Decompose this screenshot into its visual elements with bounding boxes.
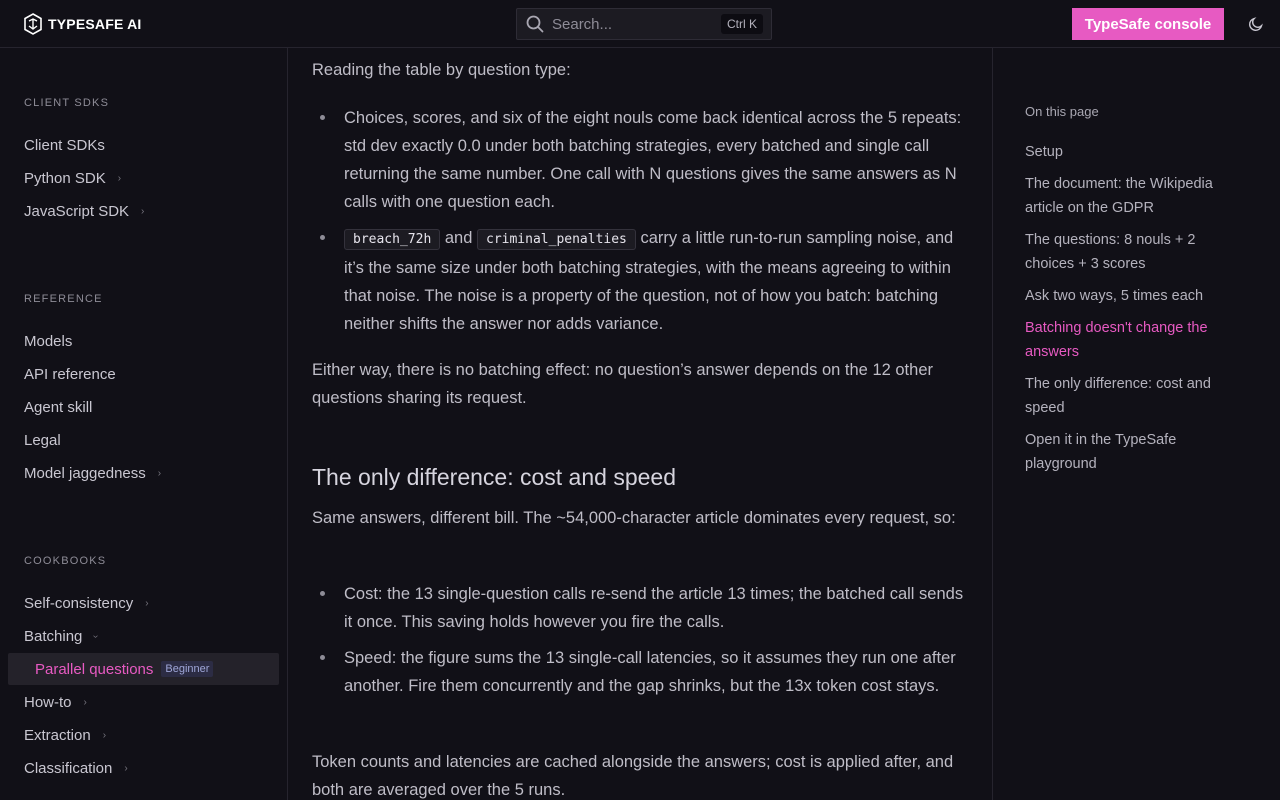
search-input[interactable]: [516, 8, 772, 40]
sidebar-item-python-sdk[interactable]: [24, 167, 121, 189]
sidebar-item-api-reference[interactable]: [24, 363, 116, 385]
toc-item-setup[interactable]: Setup: [1025, 144, 1063, 160]
bullet-dot: [320, 655, 325, 660]
beginner-badge: Beginner: [161, 661, 213, 677]
sidebar-item-parallel-questions[interactable]: [8, 653, 279, 685]
section-title-reference: REFERENCE: [24, 293, 103, 305]
sidebar-item-label: Models: [24, 332, 73, 350]
search-icon: [526, 15, 544, 33]
search-placeholder: Search...: [552, 15, 613, 33]
paragraph: Same answers, different bill. The ~54,000-character article dominates every request, so:: [312, 509, 956, 527]
chevron-right-icon: ›: [102, 729, 107, 741]
typesafe-logo-icon: [24, 13, 42, 35]
sidebar-item-label: API reference: [24, 365, 116, 383]
typesafe-console-button[interactable]: TypeSafe console: [1072, 8, 1224, 40]
toc-item-ask-two-ways[interactable]: Ask two ways, 5 times each: [1025, 288, 1204, 304]
section-heading: The only difference: cost and speed: [312, 464, 676, 490]
sidebar: [0, 48, 288, 800]
paragraph: Token counts and latencies are cached alongside the answers; cost is applied after, and both are averaged over the 5 runs.: [312, 753, 954, 799]
sidebar-item-label: Extraction: [24, 726, 91, 744]
sidebar-item-label: Client SDKs: [24, 136, 105, 154]
sidebar-item-label: How-to: [24, 693, 72, 711]
sidebar-item-javascript-sdk[interactable]: [24, 200, 144, 222]
and-text: and: [444, 229, 473, 247]
code-breach-72h: breach_72h: [344, 229, 440, 250]
sidebar-item-label: Self-consistency: [24, 594, 134, 612]
toc-item-playground[interactable]: Open it in the TypeSafe playground: [1025, 432, 1177, 472]
list-item: Speed: the figure sums the 13 single-call latencies, so it assumes they run one after another. Fire them concurrently and the gap shrinks, but the 13x token cost stays.: [344, 649, 956, 695]
sidebar-item-label: Parallel questions: [35, 660, 154, 678]
bullet-text: carry a little run-to-run sampling noise, and it’s the same size under both batching strategies, with the means agreeing to within that noise. The noise is a property of the question, not of how you batch: batching neither shifts the answer nor adds variance.: [344, 229, 954, 333]
list-item: Choices, scores, and six of the eight nouls come back identical across the 5 repeats: std dev exactly 0.0 under both batching strategies, every batched and single call returning the same number. One call with N questions gives the same answers as N calls with one question each.: [344, 109, 962, 211]
chevron-right-icon: ›: [141, 205, 145, 217]
sidebar-item-model-jaggedness[interactable]: [24, 462, 161, 484]
sidebar-item-label: Classification: [24, 759, 113, 777]
sidebar-item-how-to[interactable]: [24, 691, 87, 713]
bullet-dot: [320, 235, 325, 240]
bullet-dot: [320, 591, 325, 596]
toc-item-batching-answers[interactable]: Batching doesn't change the answers: [1025, 320, 1208, 360]
code-criminal-penalties: criminal_penalties: [477, 229, 636, 250]
sidebar-item-legal[interactable]: [24, 429, 61, 451]
toc-item-document[interactable]: The document: the Wikipedia article on the GDPR: [1025, 176, 1213, 216]
sidebar-item-agent-skill[interactable]: [24, 396, 92, 418]
sidebar-item-classification[interactable]: [24, 757, 128, 779]
search-shortcut: Ctrl K: [721, 14, 763, 34]
logo[interactable]: [24, 13, 141, 35]
chevron-right-icon: ›: [124, 762, 128, 774]
table-of-contents: [992, 48, 1280, 800]
moon-icon[interactable]: [1248, 16, 1264, 32]
section-title-client-sdks: CLIENT SDKS: [24, 97, 110, 109]
conclusion-paragraph: Either way, there is no batching effect: no question’s answer depends on the 12 other questions sharing its request.: [312, 361, 933, 407]
section-title-cookbooks: COOKBOOKS: [24, 555, 107, 567]
chevron-right-icon: ›: [145, 597, 149, 609]
toc-item-cost-speed[interactable]: The only difference: cost and speed: [1025, 376, 1211, 416]
list-item: Cost: the 13 single-question calls re-send the article 13 times; the batched call sends it once. This saving holds however you fire the calls.: [344, 585, 964, 631]
intro-paragraph: Reading the table by question type:: [312, 61, 571, 79]
chevron-down-icon: ›: [90, 634, 102, 638]
sidebar-item-models[interactable]: [24, 330, 72, 352]
top-header: [0, 0, 1280, 48]
sidebar-item-self-consistency[interactable]: [24, 592, 149, 614]
bullet-dot: [320, 115, 325, 120]
sidebar-item-client-sdks[interactable]: [24, 134, 105, 156]
logo-text: TYPESAFE AI: [48, 16, 142, 32]
toc-item-questions[interactable]: The questions: 8 nouls + 2 choices + 3 scores: [1025, 232, 1196, 272]
sidebar-item-label: Python SDK: [24, 169, 106, 187]
sidebar-item-label: Legal: [24, 431, 61, 449]
list-item: [344, 224, 968, 338]
chevron-right-icon: ›: [157, 467, 162, 479]
chevron-right-icon: ›: [117, 172, 122, 184]
chevron-right-icon: ›: [83, 696, 87, 708]
sidebar-item-label: Agent skill: [24, 398, 93, 416]
sidebar-item-label: Model jaggedness: [24, 464, 146, 482]
toc-title: On this page: [1025, 104, 1099, 119]
sidebar-item-label: Batching: [24, 627, 83, 645]
sidebar-item-label: JavaScript SDK: [24, 202, 130, 220]
sidebar-item-batching[interactable]: [24, 625, 102, 647]
sidebar-item-extraction[interactable]: [24, 724, 106, 746]
